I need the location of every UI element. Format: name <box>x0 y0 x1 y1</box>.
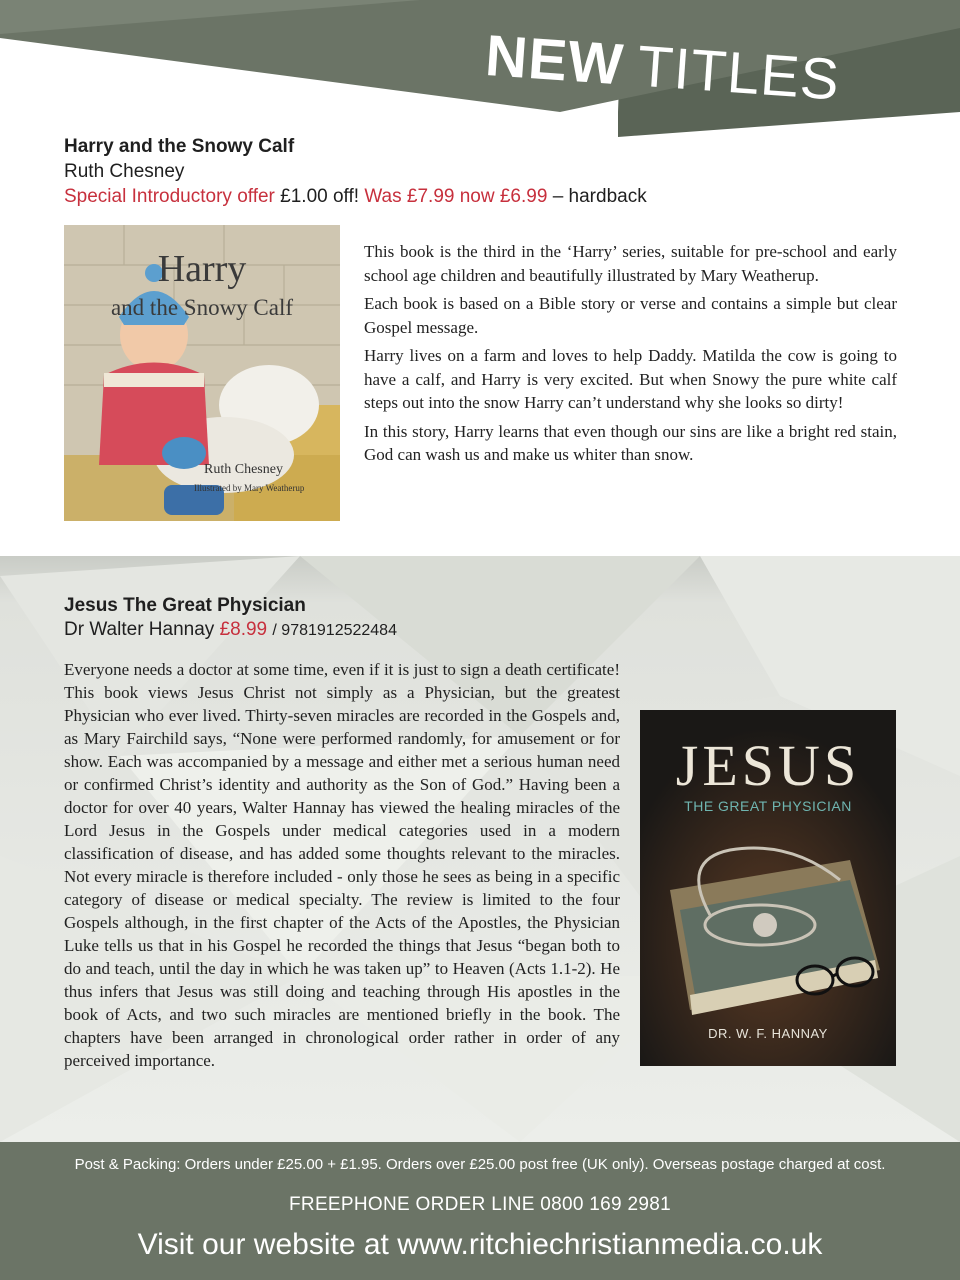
book1-description <box>364 240 897 472</box>
cover1-subtitle: and the Snowy Calf <box>110 295 294 320</box>
cover2-subtitle: THE GREAT PHYSICIAN <box>684 798 852 814</box>
book2-author: Dr Walter Hannay <box>64 619 215 640</box>
book2-cover-image <box>640 710 896 1066</box>
book1-title: Harry and the Snowy Calf <box>64 136 295 157</box>
header-titles: TITLES <box>635 33 843 113</box>
book-format: – hardback <box>552 186 647 207</box>
book1-paragraph: This book is the third in the ‘Harry’ series, suitable for pre-school and early school age children and beautifully illustrated by Mary Weatherup. <box>364 242 897 285</box>
book2-description <box>64 658 620 1072</box>
book1-header <box>64 134 647 209</box>
cover2-title: JESUS <box>675 733 861 798</box>
book1-offer <box>64 184 647 209</box>
book2-price: £8.99 <box>219 619 268 640</box>
cover1-title: Harry <box>157 248 247 290</box>
book2-author-line <box>64 618 397 643</box>
book2-title: Jesus The Great Physician <box>64 595 306 616</box>
offer-amount: £1.00 off! <box>280 186 360 207</box>
book1-paragraph: Each book is based on a Bible story or verse and contains a simple but clear Gospel message. <box>364 294 897 337</box>
book1-paragraph: Harry lives on a farm and loves to help Daddy. Matilda the cow is going to have a calf, and Harry is very excited. But when Snowy the pure white calf steps out into the snow Harry can’t understand why she looks so dirty! <box>364 346 897 412</box>
footer <box>0 1142 960 1280</box>
book2-isbn: / 9781912522484 <box>272 622 397 639</box>
book1-cover-image <box>64 225 340 521</box>
cover2-author: DR. W. F. HANNAY <box>708 1026 828 1041</box>
book2-paragraph: Everyone needs a doctor at some time, even if it is just to sign a death certificate! This book views Jesus Christ not simply as a Physician, but the greatest Physician who ever lived. Thirty-seven miracles are recorded in the Gospels and, as Mary Fairchild says, “None were performed randomly, for amusement or for show. Each was accompanied by a message and either met a serious human need or confirmed Christ’s identity and authority as the Son of God.” Having been a doctor for over 40 years, Walter Hannay has viewed the healing miracles of the Lord Jesus in the Gospels under medical categories used in a modern classification of disease, and has added some thoughts relevant to the miracles. Not every miracle is therefore included - only those he sees as being in a specific category of disease or medical specialty. The review is limited to the four Gospels although, in the first chapter of the Acts of the Apostles, the Physician Luke tells us that in his Gospel he recorded the things that Jesus “began both to do and teach, until the day in which he was taken up” to Heaven (Acts 1.1-2). He thus infers that Jesus was still doing and teaching through His apostles in the book of Acts, and two such miracles are mentioned briefly in the book. The chapters have been arranged in chronological order rather in order of any perceived importance. <box>64 660 620 1070</box>
was-now-price: Was £7.99 now £6.99 <box>364 186 548 207</box>
cover1-author: Ruth Chesney <box>204 462 283 477</box>
cover1-illustrator: Illustrated by Mary Weatherup <box>194 483 305 493</box>
book2-header <box>64 594 397 643</box>
offer-label: Special Introductory offer <box>64 186 275 207</box>
postage-info: Post & Packing: Orders under £25.00 + £1.95. Orders over £25.00 post free (UK only). Overseas postage charged at cost. <box>74 1156 886 1173</box>
book1-author: Ruth Chesney <box>64 161 185 182</box>
website-link[interactable]: Visit our website at www.ritchiechristianmedia.co.uk <box>137 1228 823 1261</box>
book1-paragraph: In this story, Harry learns that even though our sins are like a bright red stain, God can wash us and make us whiter than snow. <box>364 421 897 464</box>
header-new: NEW <box>483 22 626 98</box>
phone-order-line: FREEPHONE ORDER LINE 0800 169 2981 <box>289 1194 671 1215</box>
